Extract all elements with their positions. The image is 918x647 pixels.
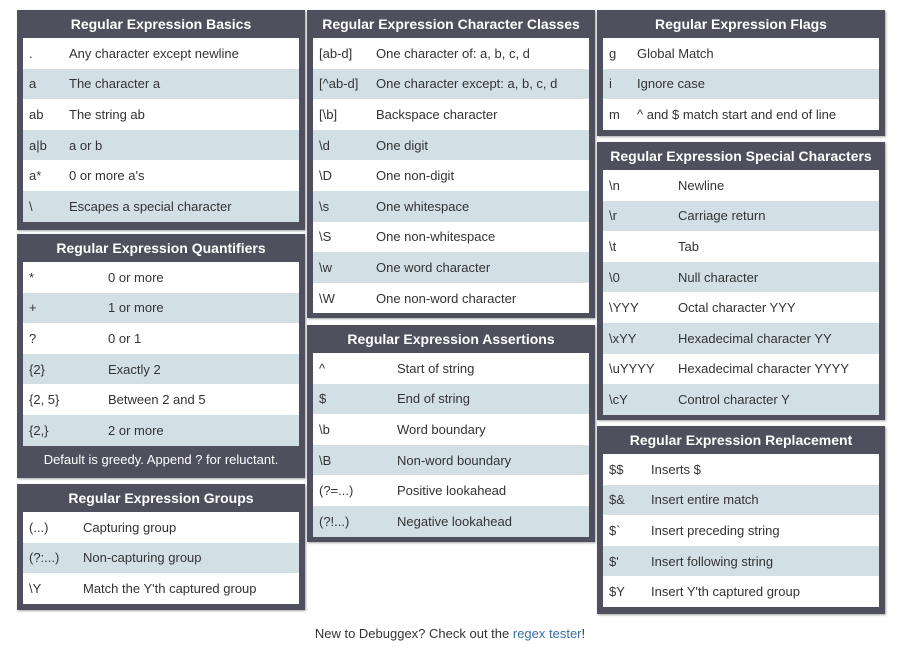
syntax-token: $$: [609, 461, 624, 477]
syntax-description: Insert following string: [651, 553, 774, 569]
syntax-description: End of string: [397, 391, 470, 407]
syntax-description: Start of string: [397, 360, 475, 376]
panel-basics: [17, 10, 305, 230]
syntax-description: 0 or 1: [108, 330, 142, 346]
syntax-token: +: [29, 300, 37, 316]
syntax-token: $Y: [609, 584, 625, 600]
panel-replacement: [597, 426, 885, 614]
syntax-description: Octal character YYY: [678, 300, 796, 316]
syntax-description: One non-digit: [376, 168, 455, 184]
panel-title: Regular Expression Assertions: [347, 331, 555, 347]
table-row: [603, 546, 879, 577]
table-row: [23, 130, 299, 161]
syntax-description: Non-capturing group: [83, 550, 202, 566]
syntax-description: One non-word character: [376, 290, 517, 306]
syntax-token: \W: [319, 290, 335, 306]
syntax-description: Control character Y: [678, 391, 790, 407]
syntax-token: [^ab-d]: [319, 76, 359, 92]
syntax-token: $`: [609, 522, 621, 538]
table-row: [23, 354, 299, 385]
panel-title: Regular Expression Quantifiers: [56, 240, 266, 256]
syntax-token: (...): [29, 519, 49, 535]
syntax-token: $': [609, 553, 619, 569]
syntax-description: 1 or more: [108, 300, 164, 316]
table-row: [23, 543, 299, 574]
syntax-token: m: [609, 106, 620, 122]
table-row: [603, 576, 879, 607]
panel-character-classes: [307, 10, 595, 318]
syntax-token: $: [319, 391, 327, 407]
syntax-token: \uYYYY: [609, 361, 655, 377]
syntax-description: ^ and $ match start and end of line: [637, 106, 837, 122]
syntax-token: {2,}: [29, 422, 49, 438]
rows: [313, 353, 589, 537]
rows: [603, 38, 879, 130]
table-row: [313, 283, 589, 314]
syntax-description: Inserts $: [651, 461, 701, 477]
syntax-description: Insert preceding string: [651, 522, 780, 538]
table-row: [603, 354, 879, 385]
syntax-description: Carriage return: [678, 208, 766, 224]
rows: [23, 262, 299, 446]
table-row: [23, 384, 299, 415]
syntax-token: ^: [319, 360, 326, 376]
syntax-description: Global Match: [637, 45, 714, 61]
table-row: [603, 69, 879, 100]
syntax-token: \: [29, 198, 33, 214]
panel-groups: [17, 484, 305, 610]
syntax-description: 0 or more: [108, 269, 164, 285]
syntax-token: \d: [319, 137, 330, 153]
syntax-description: 2 or more: [108, 422, 164, 438]
syntax-description: Hexadecimal character YYYY: [678, 361, 850, 377]
syntax-token: \w: [319, 259, 332, 275]
table-row: [23, 38, 299, 69]
table-row: [603, 262, 879, 293]
syntax-token: ?: [29, 330, 37, 346]
rows: [603, 170, 879, 415]
table-row: [313, 414, 589, 445]
table-row: [313, 445, 589, 476]
table-row: [603, 323, 879, 354]
table-row: [313, 160, 589, 191]
table-row: [603, 292, 879, 323]
panel-title: Regular Expression Character Classes: [322, 16, 580, 32]
table-row: [313, 222, 589, 253]
panel-title: Regular Expression Groups: [68, 490, 254, 506]
table-row: [23, 293, 299, 324]
syntax-token: \s: [319, 198, 330, 214]
panel-title: Regular Expression Replacement: [629, 432, 853, 448]
syntax-token: (?!...): [319, 513, 350, 529]
table-row: [603, 485, 879, 516]
table-row: [313, 252, 589, 283]
table-row: [23, 512, 299, 543]
syntax-description: Positive lookahead: [397, 483, 507, 499]
table-row: [603, 170, 879, 201]
table-row: [23, 191, 299, 222]
syntax-description: Backspace character: [376, 106, 498, 122]
syntax-description: Exactly 2: [108, 361, 161, 377]
syntax-description: One character except: a, b, c, d: [376, 76, 558, 92]
syntax-description: Between 2 and 5: [108, 392, 206, 408]
syntax-token: a|b: [29, 137, 47, 153]
panel-title: Regular Expression Flags: [655, 16, 827, 32]
syntax-token: a: [29, 76, 37, 92]
syntax-description: Tab: [678, 238, 699, 254]
table-row: [313, 475, 589, 506]
syntax-token: \S: [319, 229, 332, 245]
table-row: [313, 99, 589, 130]
table-row: [23, 160, 299, 191]
table-row: [603, 515, 879, 546]
panel-title: Regular Expression Basics: [70, 16, 252, 32]
syntax-token: (?=...): [319, 483, 354, 499]
table-row: [603, 201, 879, 232]
syntax-description: 0 or more a's: [69, 168, 145, 184]
table-row: [313, 69, 589, 100]
table-row: [313, 38, 589, 69]
syntax-description: Match the Y'th captured group: [83, 580, 257, 596]
syntax-token: {2}: [29, 361, 45, 377]
syntax-token: $&: [609, 492, 625, 508]
table-row: [313, 130, 589, 161]
table-row: [23, 262, 299, 293]
footer-suffix: !: [581, 626, 586, 641]
rows: [23, 512, 299, 604]
syntax-description: One word character: [376, 259, 491, 275]
syntax-token: a*: [29, 168, 42, 184]
syntax-token: \t: [609, 238, 617, 254]
syntax-description: The string ab: [69, 106, 145, 122]
panel-quantifiers: [17, 234, 305, 478]
syntax-token: \YYY: [609, 300, 639, 316]
syntax-description: The character a: [69, 76, 161, 92]
table-row: [603, 99, 879, 130]
footer-prefix: New to Debuggex? Check out the: [314, 626, 513, 641]
rows: [313, 38, 589, 313]
syntax-token: \D: [319, 168, 332, 184]
syntax-token: {2, 5}: [29, 392, 60, 408]
syntax-token: \B: [319, 452, 332, 468]
syntax-description: One whitespace: [376, 198, 470, 214]
panel-assertions: [307, 325, 595, 542]
table-row: [23, 69, 299, 100]
greedy-note: Default is greedy. Append ? for reluctant.: [43, 451, 279, 467]
syntax-description: Any character except newline: [69, 45, 239, 61]
rows: [23, 38, 299, 222]
syntax-description: Newline: [678, 177, 725, 193]
syntax-description: a or b: [69, 137, 103, 153]
syntax-description: Insert entire match: [651, 492, 759, 508]
rows: [603, 454, 879, 607]
syntax-token: *: [29, 269, 35, 285]
table-row: [603, 384, 879, 415]
syntax-token: .: [29, 45, 33, 61]
syntax-description: One digit: [376, 137, 429, 153]
panel-title: Regular Expression Special Characters: [610, 148, 872, 164]
syntax-token: \n: [609, 177, 620, 193]
table-row: [603, 38, 879, 69]
syntax-description: Hexadecimal character YY: [678, 330, 832, 346]
syntax-description: Null character: [678, 269, 759, 285]
syntax-token: i: [609, 76, 612, 92]
panel-flags: [597, 10, 885, 136]
table-row: [313, 191, 589, 222]
syntax-token: ab: [29, 106, 44, 122]
table-row: [603, 231, 879, 262]
syntax-description: Non-word boundary: [397, 452, 512, 468]
panel-special-characters: [597, 142, 885, 420]
syntax-description: Negative lookahead: [397, 513, 512, 529]
syntax-description: Ignore case: [637, 76, 705, 92]
table-row: [603, 454, 879, 485]
syntax-token: \xYY: [609, 330, 637, 346]
table-row: [23, 323, 299, 354]
syntax-token: \r: [609, 208, 617, 224]
regex-tester-link[interactable]: regex tester: [512, 626, 582, 641]
syntax-token: [\b]: [319, 106, 338, 122]
syntax-token: \0: [609, 269, 620, 285]
syntax-description: Insert Y'th captured group: [651, 584, 800, 600]
syntax-token: \b: [319, 421, 330, 437]
syntax-description: One character of: a, b, c, d: [376, 45, 530, 61]
syntax-description: Capturing group: [83, 519, 177, 535]
table-row: [23, 99, 299, 130]
table-row: [313, 353, 589, 384]
table-row: [313, 506, 589, 537]
table-row: [313, 384, 589, 415]
syntax-token: (?:...): [29, 550, 60, 566]
footer: [0, 626, 900, 641]
syntax-token: \Y: [29, 580, 42, 596]
table-row: [23, 415, 299, 446]
table-row: [23, 573, 299, 604]
syntax-description: One non-whitespace: [376, 229, 496, 245]
syntax-token: g: [609, 45, 617, 61]
syntax-description: Escapes a special character: [69, 198, 232, 214]
syntax-token: [ab-d]: [319, 45, 353, 61]
syntax-token: \cY: [609, 391, 628, 407]
syntax-description: Word boundary: [397, 421, 486, 437]
